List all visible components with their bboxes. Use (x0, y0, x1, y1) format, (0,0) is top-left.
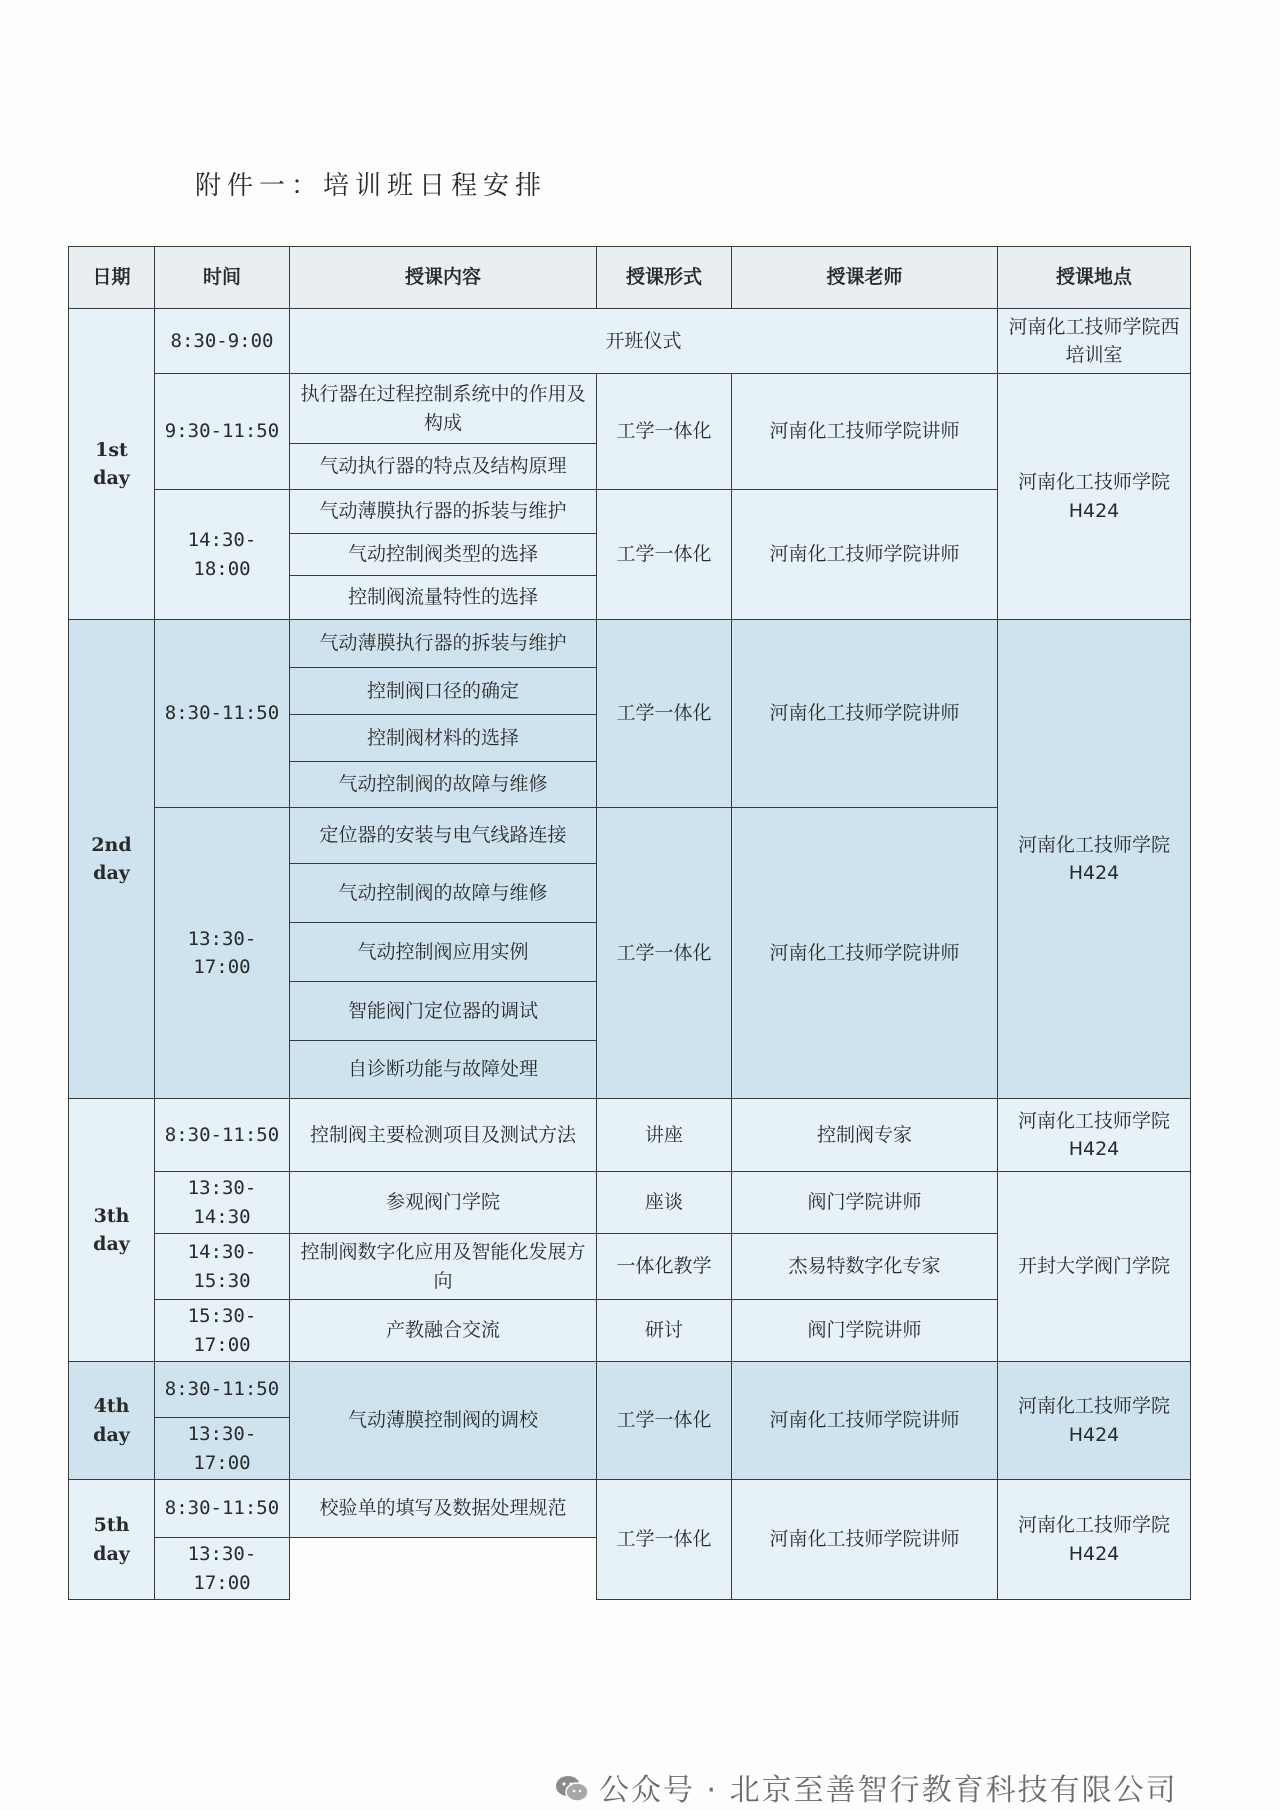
session-time: 14:30-15:30 (155, 1234, 290, 1300)
table-row (69, 374, 1191, 444)
watermark-text: 公众号 · 北京至善智行教育科技有限公司 (599, 1773, 1178, 1808)
session-time: 13:30-17:00 (155, 808, 290, 1099)
table-row (69, 620, 1191, 668)
session-location: 河南化工技师学院西培训室 (998, 309, 1191, 374)
session-location: 河南化工技师学院H424 (998, 1480, 1191, 1600)
header-time: 时间 (155, 247, 290, 309)
header-teacher: 授课老师 (732, 247, 998, 309)
session-time: 8:30-11:50 (155, 1362, 290, 1418)
day-label: 5th day (69, 1480, 155, 1600)
session-time: 8:30-11:50 (155, 620, 290, 808)
schedule-table (68, 246, 1191, 1600)
session-teacher: 河南化工技师学院讲师 (732, 620, 998, 808)
session-format: 座谈 (597, 1172, 732, 1234)
session-content: 控制阀流量特性的选择 (290, 576, 597, 620)
session-content: 气动控制阀类型的选择 (290, 534, 597, 576)
session-time: 15:30-17:00 (155, 1300, 290, 1362)
session-content: 气动执行器的特点及结构原理 (290, 444, 597, 490)
session-content: 气动控制阀应用实例 (290, 923, 597, 982)
day-label: 4th day (69, 1362, 155, 1480)
session-format: 讲座 (597, 1099, 732, 1172)
session-teacher: 阀门学院讲师 (732, 1300, 998, 1362)
session-teacher: 杰易特数字化专家 (732, 1234, 998, 1300)
table-row (69, 1099, 1191, 1172)
session-content: 产教融合交流 (290, 1300, 597, 1362)
table-row (69, 309, 1191, 374)
table-row (69, 1172, 1191, 1234)
session-teacher: 河南化工技师学院讲师 (732, 1480, 998, 1600)
session-content: 气动控制阀的故障与维修 (290, 762, 597, 808)
session-teacher: 河南化工技师学院讲师 (732, 490, 998, 620)
table-row (69, 1480, 1191, 1538)
document-title: 附件一：培训班日程安排 (195, 171, 548, 201)
session-content: 智能阀门定位器的调试 (290, 982, 597, 1041)
day-label: 1st day (69, 309, 155, 620)
session-time: 8:30-11:50 (155, 1480, 290, 1538)
session-time: 8:30-9:00 (155, 309, 290, 374)
session-location: 河南化工技师学院H424 (998, 374, 1191, 620)
day-label: 2nd day (69, 620, 155, 1099)
session-content: 控制阀材料的选择 (290, 715, 597, 762)
session-time: 13:30-14:30 (155, 1172, 290, 1234)
session-teacher: 阀门学院讲师 (732, 1172, 998, 1234)
session-teacher: 河南化工技师学院讲师 (732, 808, 998, 1099)
header-location: 授课地点 (998, 247, 1191, 309)
session-time: 9:30-11:50 (155, 374, 290, 490)
session-teacher: 河南化工技师学院讲师 (732, 374, 998, 490)
session-teacher: 河南化工技师学院讲师 (732, 1362, 998, 1480)
session-content: 参观阀门学院 (290, 1172, 597, 1234)
header-content: 授课内容 (290, 247, 597, 309)
session-content: 气动薄膜执行器的拆装与维护 (290, 620, 597, 668)
session-time: 13:30-17:00 (155, 1538, 290, 1600)
table-row (69, 1362, 1191, 1418)
session-format: 工学一体化 (597, 1362, 732, 1480)
session-location: 河南化工技师学院H424 (998, 1362, 1191, 1480)
session-format: 工学一体化 (597, 620, 732, 808)
wechat-icon (555, 1775, 589, 1803)
session-content: 自诊断功能与故障处理 (290, 1041, 597, 1099)
session-content: 校验单的填写及数据处理规范 (290, 1480, 597, 1538)
header-date: 日期 (69, 247, 155, 309)
session-content: 执行器在过程控制系统中的作用及构成 (290, 374, 597, 444)
watermark (555, 1765, 1178, 1809)
header-format: 授课形式 (597, 247, 732, 309)
session-content: 气动控制阀的故障与维修 (290, 864, 597, 923)
session-format: 一体化教学 (597, 1234, 732, 1300)
session-content: 控制阀主要检测项目及测试方法 (290, 1099, 597, 1172)
session-location: 开封大学阀门学院 (998, 1172, 1191, 1362)
session-format: 工学一体化 (597, 490, 732, 620)
session-teacher: 控制阀专家 (732, 1099, 998, 1172)
session-content: 气动薄膜执行器的拆装与维护 (290, 490, 597, 534)
session-content: 开班仪式 (290, 309, 998, 374)
session-time: 14:30-18:00 (155, 490, 290, 620)
session-format: 工学一体化 (597, 1480, 732, 1600)
session-content: 气动薄膜控制阀的调校 (290, 1362, 597, 1480)
session-content: 定位器的安装与电气线路连接 (290, 808, 597, 864)
session-content: 控制阀数字化应用及智能化发展方向 (290, 1234, 597, 1300)
session-time: 13:30-17:00 (155, 1418, 290, 1480)
session-time: 8:30-11:50 (155, 1099, 290, 1172)
session-format: 研讨 (597, 1300, 732, 1362)
session-location: 河南化工技师学院H424 (998, 1099, 1191, 1172)
session-format: 工学一体化 (597, 808, 732, 1099)
day-label: 3th day (69, 1099, 155, 1362)
session-content: 控制阀口径的确定 (290, 668, 597, 715)
session-format: 工学一体化 (597, 374, 732, 490)
table-header-row (69, 247, 1191, 309)
session-location: 河南化工技师学院H424 (998, 620, 1191, 1099)
